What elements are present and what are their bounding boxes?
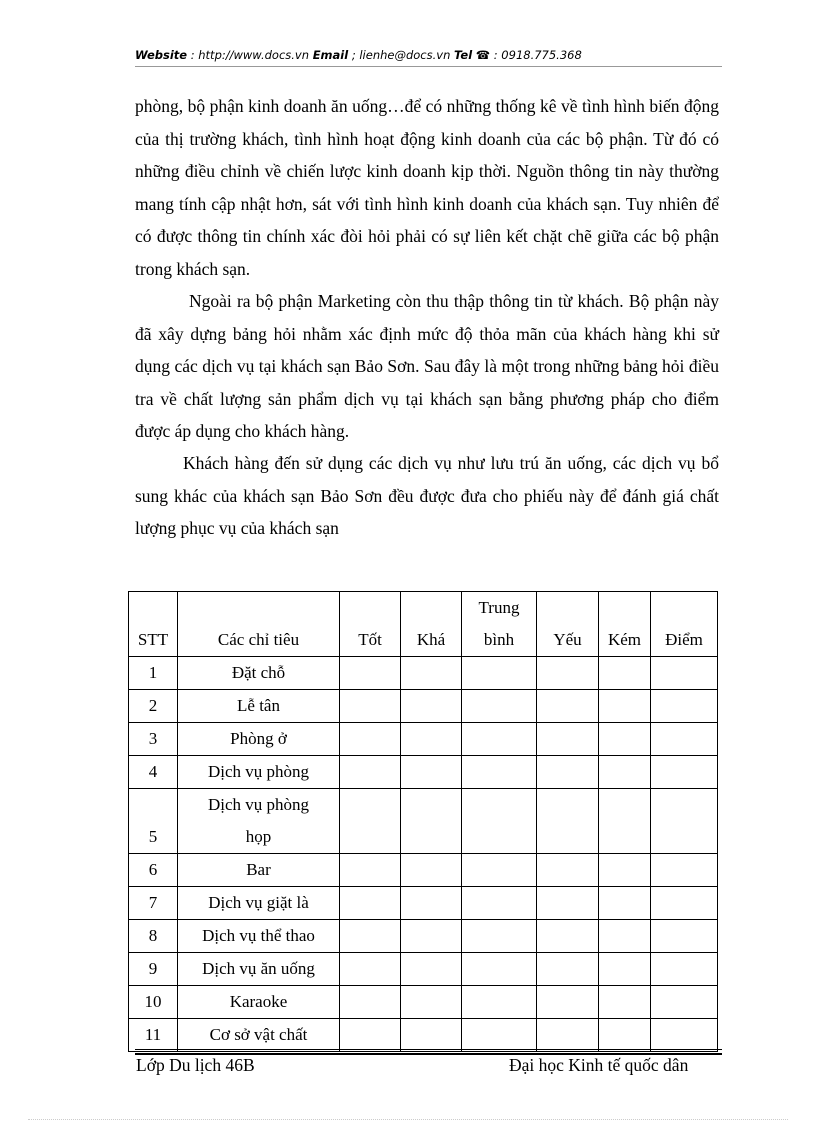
score-cell[interactable] xyxy=(651,854,718,887)
row-criteria: Dịch vụ giặt là xyxy=(178,887,340,920)
rating-cell[interactable] xyxy=(462,953,537,986)
paragraph-2: Ngoài ra bộ phận Marketing còn thu thập thông tin từ khách. Bộ phận này đã xây dựng bảng hỏi nhằm xác định mức độ thỏa mãn của khách hàng khi sử dụng các dịch vụ tại khách sạn Bảo Sơn. Sau đây là một trong những bảng hỏi điều tra về chất lượng sản phẩm dịch vụ tại khách sạn bằng phương pháp cho điểm được áp dụng cho khách hàng. xyxy=(135,291,719,441)
row-criteria: Dịch vụ ăn uống xyxy=(178,953,340,986)
row-stt: 6 xyxy=(129,854,178,887)
header-average-line2: bình xyxy=(483,630,515,649)
rating-cell[interactable] xyxy=(462,920,537,953)
rating-cell[interactable] xyxy=(340,920,401,953)
rating-cell[interactable] xyxy=(462,1019,537,1052)
header-divider xyxy=(135,66,722,67)
rating-cell[interactable] xyxy=(401,789,462,854)
header-stt: STT xyxy=(129,592,178,657)
row-criteria: Karaoke xyxy=(178,986,340,1019)
rating-cell[interactable] xyxy=(401,723,462,756)
rating-cell[interactable] xyxy=(537,1019,599,1052)
rating-cell[interactable] xyxy=(340,756,401,789)
rating-cell[interactable] xyxy=(537,789,599,854)
footer-divider-thin xyxy=(135,1049,722,1050)
website-label: Website xyxy=(135,48,188,62)
table-row xyxy=(129,986,718,1019)
score-cell[interactable] xyxy=(651,920,718,953)
rating-cell[interactable] xyxy=(401,690,462,723)
score-cell[interactable] xyxy=(651,953,718,986)
page-header xyxy=(135,48,720,62)
rating-cell[interactable] xyxy=(537,887,599,920)
table-row xyxy=(129,1019,718,1052)
rating-cell[interactable] xyxy=(340,690,401,723)
row-criteria-line2: họp xyxy=(245,827,272,846)
score-cell[interactable] xyxy=(651,887,718,920)
row-criteria: Dịch vụ thể thao xyxy=(178,920,340,953)
email-address[interactable]: ; lienhe@docs.vn xyxy=(348,48,455,62)
rating-cell[interactable] xyxy=(599,756,651,789)
page-bottom-edge xyxy=(28,1119,788,1120)
table-row xyxy=(129,789,718,854)
score-cell[interactable] xyxy=(651,756,718,789)
rating-cell[interactable] xyxy=(401,920,462,953)
paragraph-3: Khách hàng đến sử dụng các dịch vụ như lưu trú ăn uống, các dịch vụ bổ sung khác của khách sạn Bảo Sơn đều được đưa cho phiếu này để đánh giá chất lượng phục vụ của khách sạn xyxy=(135,453,719,538)
rating-cell[interactable] xyxy=(599,789,651,854)
header-fair: Khá xyxy=(401,592,462,657)
survey-table xyxy=(128,591,718,1052)
rating-cell[interactable] xyxy=(340,854,401,887)
footer-university-name: Đại học Kinh tế quốc dân xyxy=(509,1055,689,1075)
score-cell[interactable] xyxy=(651,789,718,854)
row-stt: 4 xyxy=(129,756,178,789)
rating-cell[interactable] xyxy=(599,986,651,1019)
table-row xyxy=(129,920,718,953)
table-row xyxy=(129,657,718,690)
rating-cell[interactable] xyxy=(340,953,401,986)
tel-label: Tel xyxy=(454,48,473,62)
header-good: Tốt xyxy=(340,592,401,657)
score-cell[interactable] xyxy=(651,986,718,1019)
rating-cell[interactable] xyxy=(462,723,537,756)
rating-cell[interactable] xyxy=(599,690,651,723)
row-stt: 8 xyxy=(129,920,178,953)
score-cell[interactable] xyxy=(651,1019,718,1052)
rating-cell[interactable] xyxy=(340,789,401,854)
score-cell[interactable] xyxy=(651,657,718,690)
rating-cell[interactable] xyxy=(537,690,599,723)
row-stt: 7 xyxy=(129,887,178,920)
rating-cell[interactable] xyxy=(462,986,537,1019)
rating-cell[interactable] xyxy=(599,953,651,986)
rating-cell[interactable] xyxy=(537,723,599,756)
table-row xyxy=(129,723,718,756)
rating-cell[interactable] xyxy=(401,854,462,887)
header-criteria: Các chỉ tiêu xyxy=(178,592,340,657)
rating-cell[interactable] xyxy=(599,920,651,953)
rating-cell[interactable] xyxy=(537,756,599,789)
survey-table-container xyxy=(128,591,717,1044)
row-criteria: Phòng ở xyxy=(178,723,340,756)
rating-cell[interactable] xyxy=(401,986,462,1019)
table-row xyxy=(129,887,718,920)
header-score: Điểm xyxy=(651,592,718,657)
score-cell[interactable] xyxy=(651,690,718,723)
rating-cell[interactable] xyxy=(462,854,537,887)
table-row xyxy=(129,690,718,723)
row-stt: 10 xyxy=(129,986,178,1019)
row-stt: 3 xyxy=(129,723,178,756)
rating-cell[interactable] xyxy=(599,854,651,887)
rating-cell[interactable] xyxy=(401,756,462,789)
row-stt: 11 xyxy=(129,1019,178,1052)
header-weak: Yếu xyxy=(537,592,599,657)
score-cell[interactable] xyxy=(651,723,718,756)
rating-cell[interactable] xyxy=(537,920,599,953)
rating-cell[interactable] xyxy=(599,1019,651,1052)
rating-cell[interactable] xyxy=(340,657,401,690)
row-criteria: Đặt chỗ xyxy=(178,657,340,690)
rating-cell[interactable] xyxy=(537,657,599,690)
rating-cell[interactable] xyxy=(401,657,462,690)
row-criteria: Dịch vụ phòng xyxy=(178,756,340,789)
header-poor: Kém xyxy=(599,592,651,657)
email-label: Email xyxy=(312,48,349,62)
row-stt: 9 xyxy=(129,953,178,986)
rating-cell[interactable] xyxy=(462,887,537,920)
rating-cell[interactable] xyxy=(599,657,651,690)
rating-cell[interactable] xyxy=(462,690,537,723)
paragraph-1: phòng, bộ phận kinh doanh ăn uống…để có những thống kê về tình hình biến động của thị trường khách, tình hình hoạt động kinh doanh của các bộ phận. Từ đó có những điều chỉnh về chiến lược kinh doanh kịp thời. Nguồn thông tin này thường mang tính cập nhật hơn, sát với tình hình kinh doanh của khách sạn. Tuy nhiên để có được thông tin chính xác đòi hỏi phải có sự liên kết chặt chẽ giữa các bộ phận trong khách sạn. xyxy=(135,96,719,279)
rating-cell[interactable] xyxy=(599,723,651,756)
rating-cell[interactable] xyxy=(340,1019,401,1052)
header-average xyxy=(462,592,537,657)
rating-cell[interactable] xyxy=(462,789,537,854)
table-header-row xyxy=(129,592,718,657)
rating-cell[interactable] xyxy=(599,887,651,920)
table-row xyxy=(129,854,718,887)
row-criteria-line1: Dịch vụ phòng xyxy=(207,795,310,814)
website-url[interactable]: : http://www.docs.vn xyxy=(187,48,313,62)
rating-cell[interactable] xyxy=(340,887,401,920)
rating-cell[interactable] xyxy=(537,986,599,1019)
rating-cell[interactable] xyxy=(401,953,462,986)
row-stt: 1 xyxy=(129,657,178,690)
rating-cell[interactable] xyxy=(462,657,537,690)
row-criteria: Cơ sở vật chất xyxy=(178,1019,340,1052)
rating-cell[interactable] xyxy=(340,723,401,756)
header-average-line1: Trung xyxy=(478,598,520,617)
rating-cell[interactable] xyxy=(340,986,401,1019)
tel-number: ☎ : 0918.775.368 xyxy=(472,48,582,62)
rating-cell[interactable] xyxy=(462,756,537,789)
row-stt: 5 xyxy=(129,789,178,854)
rating-cell[interactable] xyxy=(401,1019,462,1052)
footer-class-name: Lớp Du lịch 46B xyxy=(136,1055,255,1075)
row-criteria: Bar xyxy=(178,854,340,887)
table-row xyxy=(129,953,718,986)
rating-cell[interactable] xyxy=(537,953,599,986)
row-stt: 2 xyxy=(129,690,178,723)
rating-cell[interactable] xyxy=(401,887,462,920)
row-criteria: Lễ tân xyxy=(178,690,340,723)
row-criteria xyxy=(178,789,340,854)
rating-cell[interactable] xyxy=(537,854,599,887)
table-row xyxy=(129,756,718,789)
